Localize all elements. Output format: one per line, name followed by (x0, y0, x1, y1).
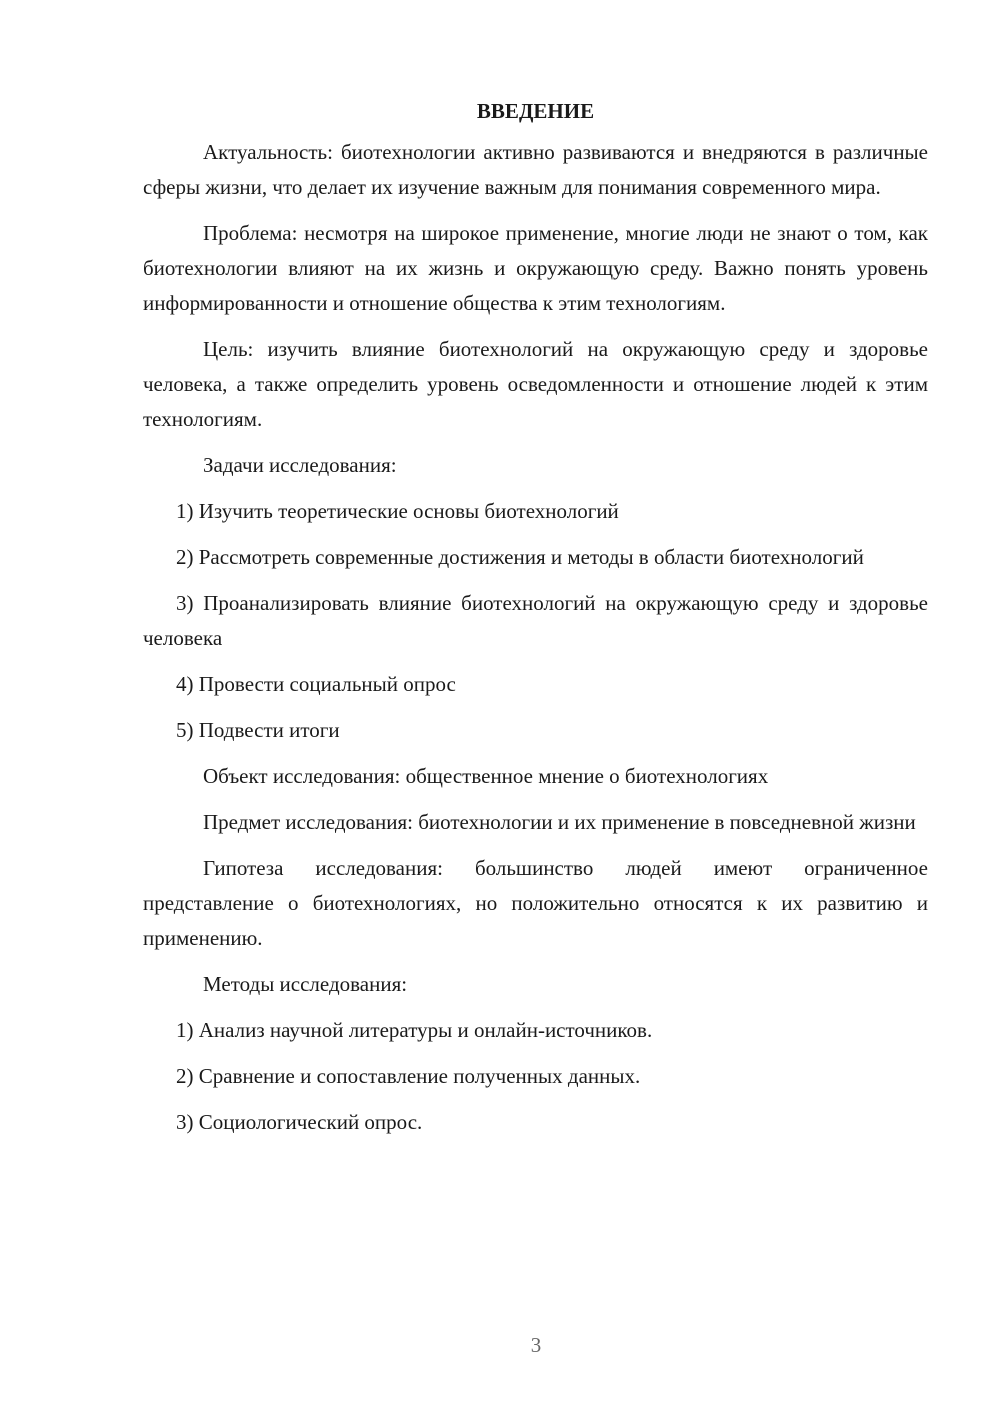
hypothesis-paragraph: Гипотеза исследования: большинство людей имеют ограниченное представление о биотехнологиях, но положительно относятся к их развитию и применению. (143, 856, 928, 950)
object-paragraph: Объект исследования: общественное мнение о биотехнологиях (203, 764, 769, 788)
tasks-list (143, 494, 928, 748)
methods-heading: Методы исследования: (203, 972, 408, 996)
method-item-1: 1) Анализ научной литературы и онлайн-источников. (176, 1018, 653, 1042)
goal-paragraph: Цель: изучить влияние биотехнологий на окружающую среду и здоровье человека, а также определить уровень осведомленности и отношение людей к этим технологиям. (143, 337, 928, 431)
task-item-4: 4) Провести социальный опрос (176, 672, 456, 696)
task-item-1: 1) Изучить теоретические основы биотехнологий (176, 499, 619, 523)
method-item-3: 3) Социологический опрос. (176, 1110, 423, 1134)
page-content (143, 96, 928, 1151)
task-item-3: 3) Проанализировать влияние биотехнологий на окружающую среду и здоровье человека (143, 591, 928, 650)
task-item-5: 5) Подвести итоги (176, 718, 340, 742)
subject-paragraph: Предмет исследования: биотехнологии и их применение в повседневной жизни (203, 810, 916, 834)
method-item-2: 2) Сравнение и сопоставление полученных данных. (176, 1064, 641, 1088)
task-item-2: 2) Рассмотреть современные достижения и методы в области биотехнологий (176, 545, 864, 569)
problem-paragraph: Проблема: несмотря на широкое применение, многие люди не знают о том, как биотехнологии влияют на их жизнь и окружающую среду. Важно понять уровень информированности и отношение общества к этим технологиям. (143, 221, 928, 315)
page-number: 3 (530, 1333, 542, 1357)
page-title: ВВЕДЕНИЕ (476, 99, 595, 123)
methods-list (143, 1013, 928, 1140)
tasks-heading: Задачи исследования: (203, 453, 397, 477)
relevance-paragraph: Актуальность: биотехнологии активно развиваются и внедряются в различные сферы жизни, что делает их изучение важным для понимания современного мира. (143, 140, 928, 199)
